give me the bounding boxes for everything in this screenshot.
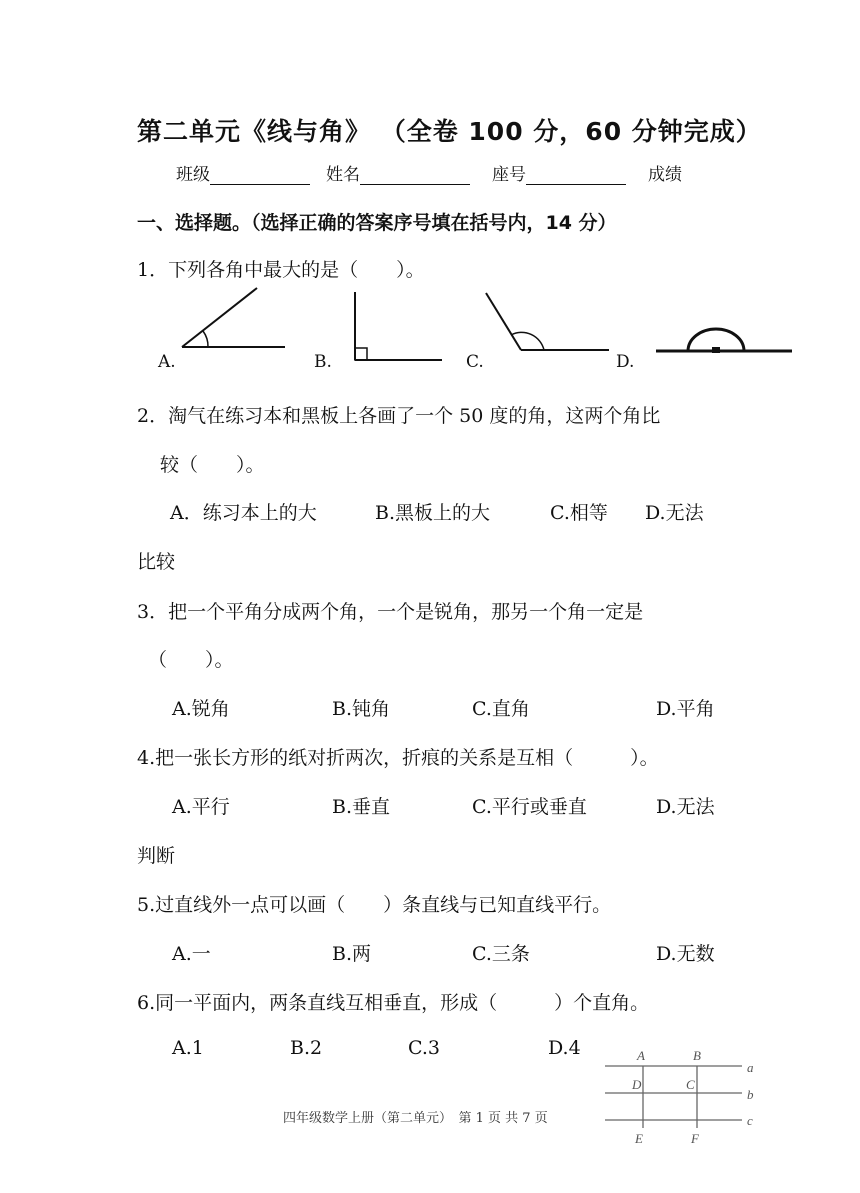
figure-label-e-point: E (635, 1131, 643, 1146)
figure-label-a-point: A (637, 1048, 645, 1063)
q5-option-a[interactable]: A.一 (172, 943, 211, 965)
page-title: 第二单元《线与角》 （全卷 100 分，60 分钟完成） (137, 117, 762, 146)
q1-option-b[interactable]: B. (314, 352, 332, 372)
question-2-line1: 2．淘气在练习本和黑板上各画了一个 50 度的角，这两个角比 (137, 405, 661, 427)
angle-figure-d (654, 325, 794, 360)
q6-option-d[interactable]: D.4 (548, 1037, 581, 1059)
q4-option-b[interactable]: B.垂直 (332, 796, 391, 818)
question-1: 1．下列各角中最大的是（ ）。 (137, 259, 425, 281)
q3-option-c[interactable]: C.直角 (472, 698, 530, 720)
seat-field (492, 160, 626, 185)
q5-option-d[interactable]: D.无数 (656, 943, 715, 965)
q4-option-d-wrap: 判断 (137, 845, 176, 867)
seat-label: 座号 (492, 165, 526, 185)
seat-blank[interactable] (526, 167, 626, 185)
figure-label-c-point: C (686, 1077, 695, 1092)
figure-label-f-point: F (691, 1131, 699, 1146)
score-label: 成绩 (648, 165, 682, 185)
class-field (176, 160, 310, 185)
q6-option-c[interactable]: C.3 (408, 1037, 440, 1059)
class-blank[interactable] (210, 167, 310, 185)
q4-option-a[interactable]: A.平行 (172, 796, 230, 818)
figure-label-line-a: a (747, 1060, 754, 1075)
section-heading: 一、选择题。（选择正确的答案序号填在括号内，14 分） (137, 212, 617, 234)
q5-option-c[interactable]: C.三条 (472, 943, 530, 965)
question-6: 6.同一平面内，两条直线互相垂直，形成（ ）个直角。 (137, 992, 650, 1014)
q2-option-b[interactable]: B.黑板上的大 (375, 502, 491, 524)
figure-label-line-b: b (747, 1087, 754, 1102)
q3-option-d[interactable]: D.平角 (656, 698, 715, 720)
question-3-line1: 3．把一个平角分成两个角，一个是锐角，那另一个角一定是 (137, 601, 644, 623)
q3-option-a[interactable]: A.锐角 (172, 698, 230, 720)
angle-figure-c (484, 290, 614, 355)
q2-option-c[interactable]: C.相等 (550, 502, 608, 524)
q1-option-c[interactable]: C. (466, 352, 484, 372)
question-3-line2: （ ）。 (148, 649, 234, 671)
q4-option-d[interactable]: D.无法 (656, 796, 715, 818)
angle-figure-b (352, 290, 447, 365)
q2-option-a[interactable]: A．练习本上的大 (170, 502, 317, 524)
q6-option-a[interactable]: A.1 (172, 1037, 204, 1059)
q1-option-d[interactable]: D. (616, 352, 635, 372)
q1-option-a[interactable]: A. (158, 352, 176, 372)
score-field (648, 160, 682, 185)
figure-label-b-point: B (693, 1048, 701, 1063)
question-5: 5.过直线外一点可以画（ ）条直线与已知直线平行。 (137, 894, 612, 916)
figure-label-line-c: c (747, 1113, 753, 1128)
name-blank[interactable] (360, 167, 470, 185)
parallel-lines-figure (600, 1046, 770, 1148)
question-4: 4.把一张长方形的纸对折两次，折痕的关系是互相（ ）。 (137, 747, 659, 769)
name-label: 姓名 (326, 165, 360, 185)
name-field (326, 160, 470, 185)
q2-option-d[interactable]: D.无法 (645, 502, 704, 524)
page-footer: 四年级数学上册（第二单元） 第 1 页 共 7 页 (283, 1111, 548, 1126)
q6-option-b[interactable]: B.2 (290, 1037, 323, 1059)
figure-label-d-point: D (632, 1077, 642, 1092)
q2-option-d-wrap: 比较 (137, 551, 176, 573)
angle-figure-a (180, 285, 290, 355)
class-label: 班级 (176, 165, 210, 185)
q5-option-b[interactable]: B.两 (332, 943, 372, 965)
q4-option-c[interactable]: C.平行或垂直 (472, 796, 587, 818)
q3-option-b[interactable]: B.钝角 (332, 698, 391, 720)
question-2-line2: 较（ ）。 (160, 454, 265, 476)
